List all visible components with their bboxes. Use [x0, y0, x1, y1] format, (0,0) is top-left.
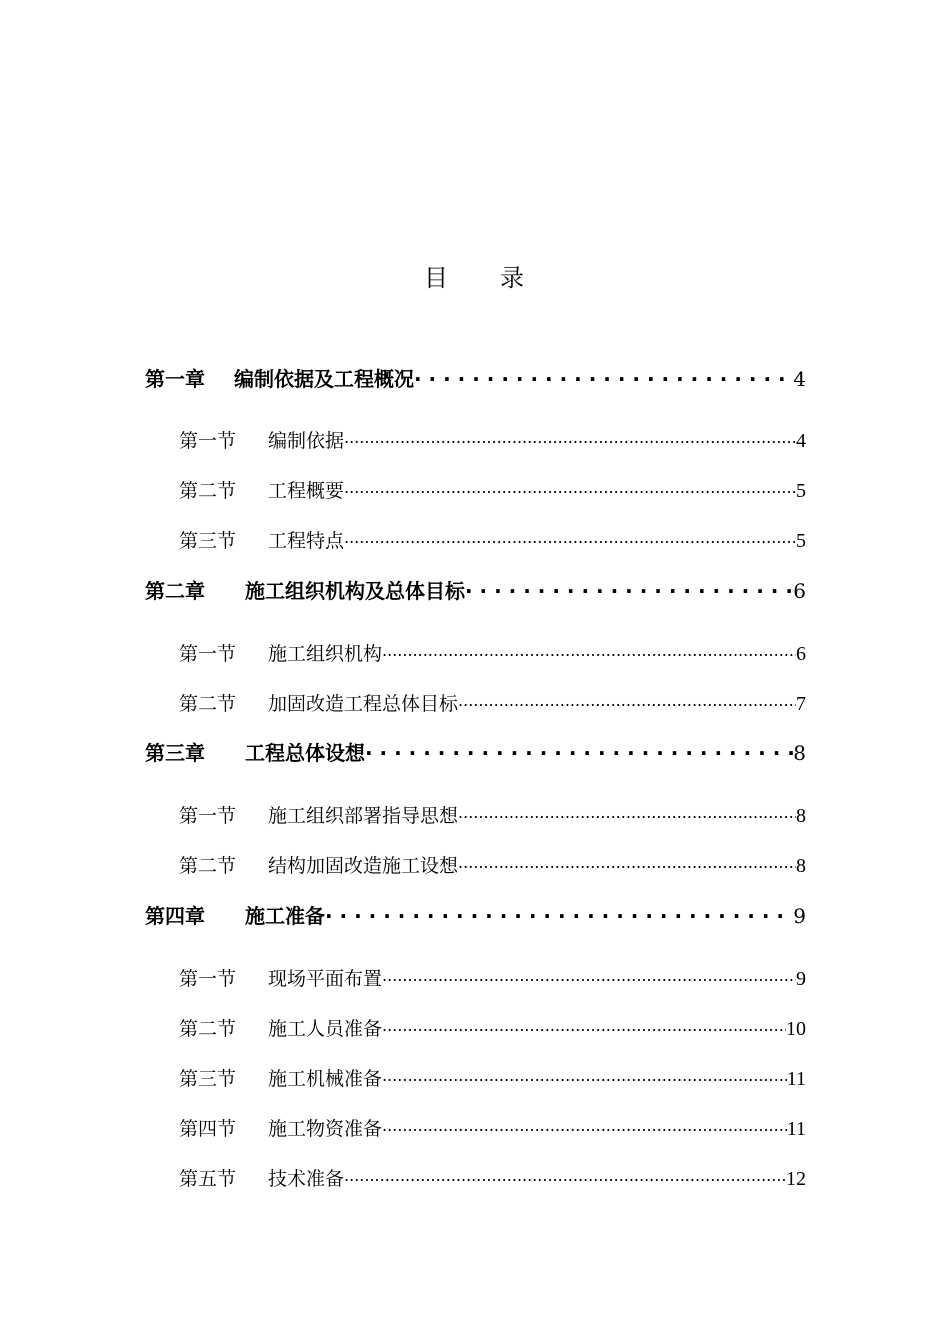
toc-section-number: 第二节 [179, 854, 237, 877]
toc-section-title: 施工组织机构 [268, 642, 383, 665]
toc-section-title: 施工机械准备 [268, 1067, 383, 1090]
toc-chapter-number: 第二章 [145, 579, 205, 603]
toc-leader-dots [458, 849, 796, 872]
toc-chapter-3[interactable] [145, 736, 806, 766]
toc-section-title: 施工人员准备 [268, 1017, 383, 1040]
toc-page-number: 4 [796, 429, 806, 452]
toc-page-number: 8 [796, 854, 806, 877]
toc-section-title: 加固改造工程总体目标 [268, 692, 459, 715]
toc-leader-dots [382, 962, 796, 985]
toc-leader-dots [344, 424, 796, 447]
toc-page-number: 9 [796, 967, 806, 990]
toc-chapter-number: 第三章 [145, 741, 205, 765]
toc-page-number: 8 [793, 741, 806, 765]
toc-section-1-1[interactable] [179, 424, 806, 453]
toc-section-title: 现场平面布置 [268, 967, 383, 990]
toc-leader-dots [382, 637, 796, 660]
toc-leader-dots [382, 1012, 786, 1035]
toc-section-title: 工程特点 [268, 529, 345, 552]
toc-section-number: 第三节 [179, 529, 237, 552]
toc-section-number: 第三节 [179, 1067, 237, 1090]
toc-title [0, 258, 950, 293]
toc-title-char-1: 目 [424, 264, 450, 292]
toc-page-number: 4 [793, 367, 806, 391]
toc-leader-dots [458, 799, 796, 822]
toc-section-title: 施工组织部署指导思想 [268, 804, 459, 827]
toc-chapter-2[interactable] [145, 574, 806, 604]
toc-section-4-4[interactable] [179, 1112, 806, 1141]
toc-chapter-4[interactable] [145, 899, 806, 929]
toc-leader-dots [325, 899, 793, 923]
toc-leader-dots [382, 1112, 787, 1135]
toc-section-4-5[interactable] [179, 1162, 806, 1191]
toc-leader-dots [382, 1062, 787, 1085]
toc-leader-dots [344, 524, 796, 547]
toc-section-2-1[interactable] [179, 637, 806, 666]
toc-section-title: 工程概要 [268, 479, 345, 502]
toc-page-number: 11 [786, 1067, 806, 1090]
toc-page-number: 9 [793, 904, 806, 928]
toc-page-number: 5 [796, 529, 806, 552]
toc-page-number: 5 [796, 479, 806, 502]
toc-section-number: 第一节 [179, 967, 237, 990]
toc-leader-dots [414, 362, 793, 386]
toc-section-number: 第二节 [179, 1017, 237, 1040]
toc-section-title: 施工物资准备 [268, 1117, 383, 1140]
toc-section-number: 第二节 [179, 479, 237, 502]
toc-section-number: 第二节 [179, 692, 237, 715]
toc-page-number: 11 [786, 1117, 806, 1140]
toc-section-4-3[interactable] [179, 1062, 806, 1091]
toc-leader-dots [365, 736, 793, 760]
toc-chapter-number: 第四章 [145, 904, 205, 928]
toc-section-number: 第一节 [179, 642, 237, 665]
toc-page-number: 7 [796, 692, 806, 715]
toc-section-3-1[interactable] [179, 799, 806, 828]
toc-chapter-1[interactable] [145, 362, 806, 392]
toc-section-2-2[interactable] [179, 687, 806, 716]
toc-section-1-3[interactable] [179, 524, 806, 553]
toc-section-number: 第五节 [179, 1167, 237, 1190]
toc-section-title: 结构加固改造施工设想 [268, 854, 459, 877]
toc-section-title: 技术准备 [268, 1167, 345, 1190]
toc-page-number: 6 [796, 642, 806, 665]
toc-section-number: 第四节 [179, 1117, 237, 1140]
toc-leader-dots [344, 1162, 786, 1185]
toc-section-number: 第一节 [179, 429, 237, 452]
toc-leader-dots [344, 474, 796, 497]
toc-section-3-2[interactable] [179, 849, 806, 878]
toc-chapter-title: 施工组织机构及总体目标 [245, 579, 465, 603]
toc-title-char-2: 录 [500, 264, 526, 292]
toc-section-1-2[interactable] [179, 474, 806, 503]
toc-page-number: 10 [786, 1017, 806, 1040]
toc-section-number: 第一节 [179, 804, 237, 827]
toc-page-number: 6 [793, 579, 806, 603]
toc-section-title: 编制依据 [268, 429, 345, 452]
toc-chapter-title: 编制依据及工程概况 [234, 367, 414, 391]
toc-section-4-2[interactable] [179, 1012, 806, 1041]
toc-leader-dots [465, 574, 793, 598]
toc-chapter-title: 工程总体设想 [245, 741, 365, 765]
toc-section-4-1[interactable] [179, 962, 806, 991]
toc-page-number: 8 [796, 804, 806, 827]
toc-leader-dots [458, 687, 796, 710]
toc-page-number: 12 [786, 1167, 806, 1190]
toc-chapter-title: 施工准备 [245, 904, 325, 928]
toc-chapter-number: 第一章 [145, 367, 205, 391]
